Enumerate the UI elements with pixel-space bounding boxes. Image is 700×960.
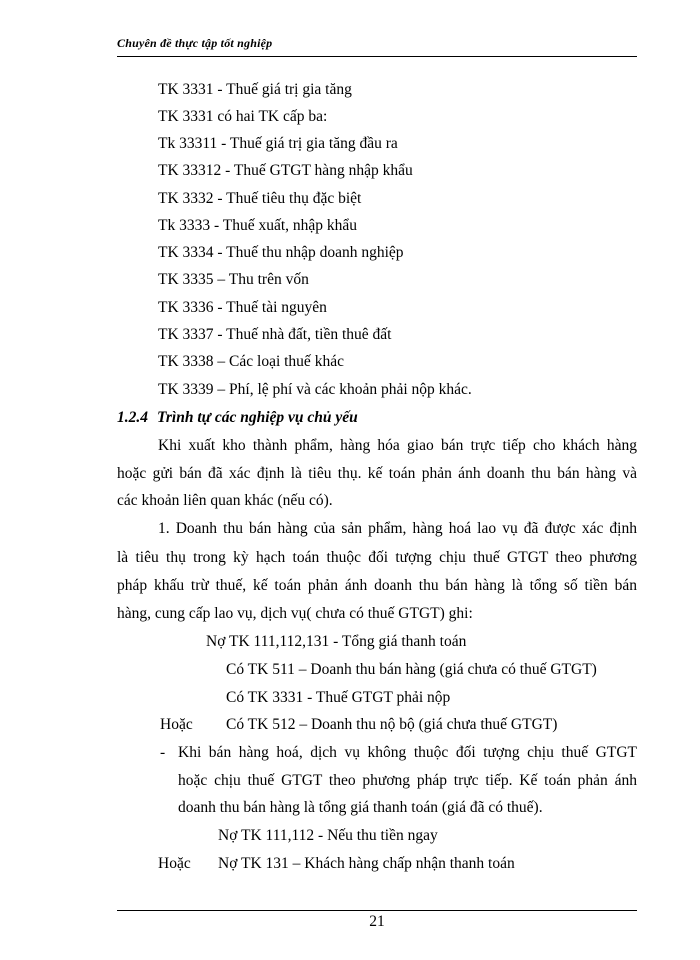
credit-entry: Có TK 512 – Doanh thu nộ bộ (giá chưa thuế GTGT): [226, 716, 558, 733]
page-number: 21: [369, 913, 385, 930]
paragraph-line: là tiêu thụ trong kỳ hạch toán thuộc đối tượng chịu thuế GTGT theo phương: [117, 549, 637, 566]
account-item: TK 3331 có hai TK cấp ba:: [158, 108, 328, 125]
account-item: TK 3331 - Thuế giá trị gia tăng: [158, 81, 352, 98]
bullet-marker: -: [160, 744, 166, 761]
header-rule: [117, 56, 637, 57]
account-item: TK 3332 - Thuế tiêu thụ đặc biệt: [158, 190, 362, 207]
alternative-label: Hoặc: [158, 855, 191, 872]
bullet-line: doanh thu bán hàng là tổng giá thanh toán (giá đã có thuế).: [178, 799, 543, 816]
paragraph-line: hoặc gửi bán đã xác định là tiêu thụ. kế toán phản ánh doanh thu bán hàng và: [117, 465, 637, 482]
debit-entry: Nợ TK 131 – Khách hàng chấp nhận thanh toán: [218, 855, 515, 872]
alternative-label: Hoặc: [160, 716, 193, 733]
account-item: Tk 33311 - Thuế giá trị gia tăng đầu ra: [158, 135, 398, 152]
running-header: Chuyên đề thực tập tốt nghiệp: [117, 36, 273, 50]
credit-entry: Có TK 3331 - Thuế GTGT phải nộp: [226, 689, 451, 706]
account-item: TK 3335 – Thu trên vốn: [158, 271, 309, 288]
section-number: 1.2.4: [117, 409, 148, 426]
debit-entry: Nợ TK 111,112 - Nếu thu tiền ngay: [218, 827, 438, 844]
paragraph-line: pháp khấu trừ thuế, kế toán phản ánh doanh thu bán hàng là tổng số tiền bán: [117, 577, 637, 594]
section-title: Trình tự các nghiệp vụ chủ yếu: [157, 409, 358, 426]
account-item: TK 3334 - Thuế thu nhập doanh nghiệp: [158, 244, 404, 261]
account-item: TK 3336 - Thuế tài nguyên: [158, 299, 327, 316]
account-item: TK 3337 - Thuế nhà đất, tiền thuê đất: [158, 326, 392, 343]
paragraph-line: các khoản liên quan khác (nếu có).: [117, 492, 333, 509]
paragraph-line: Khi xuất kho thành phẩm, hàng hóa giao bán trực tiếp cho khách hàng: [158, 437, 637, 454]
section-heading: [117, 408, 358, 428]
debit-entry: Nợ TK 111,112,131 - Tổng giá thanh toán: [206, 633, 467, 650]
footer-rule: [117, 910, 637, 911]
account-item: TK 3338 – Các loại thuế khác: [158, 353, 344, 370]
paragraph-line: 1. Doanh thu bán hàng của sản phẩm, hàng hoá lao vụ đã được xác định: [158, 520, 637, 537]
paragraph-line: hàng, cung cấp lao vụ, dịch vụ( chưa có thuế GTGT) ghi:: [117, 605, 473, 622]
account-item: TK 3339 – Phí, lệ phí và các khoản phải nộp khác.: [158, 381, 472, 398]
bullet-line: hoặc chịu thuế GTGT theo phương pháp trực tiếp. Kế toán phản ánh: [178, 772, 637, 789]
credit-entry: Có TK 511 – Doanh thu bán hàng (giá chưa có thuế GTGT): [226, 661, 597, 678]
bullet-line: Khi bán hàng hoá, dịch vụ không thuộc đối tượng chịu thuế GTGT: [178, 744, 637, 761]
account-item: TK 33312 - Thuế GTGT hàng nhập khẩu: [158, 162, 413, 179]
account-item: Tk 3333 - Thuế xuất, nhập khẩu: [158, 217, 358, 234]
